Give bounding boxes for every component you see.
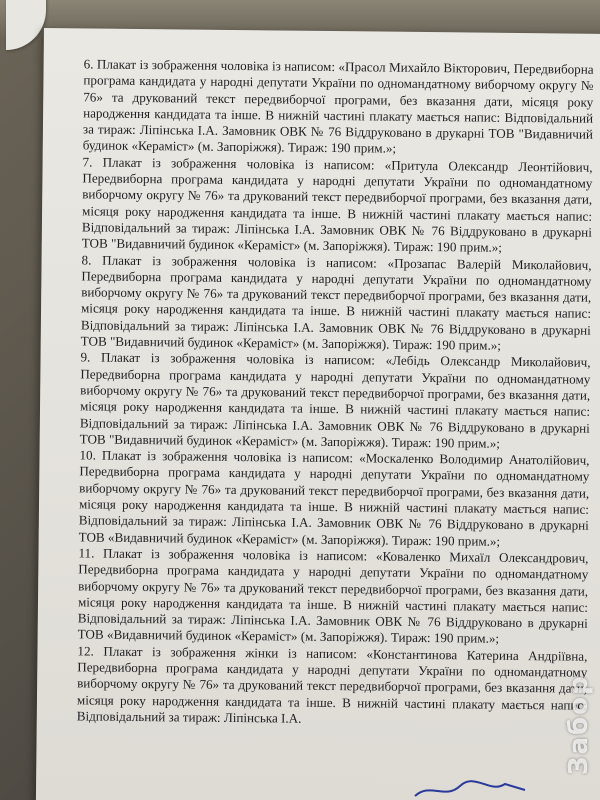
document-body xyxy=(77,56,594,729)
previous-page-corner xyxy=(6,0,46,50)
list-item-11: 11. Плакат із зображення чоловіка із написом: «Коваленко Михаїл Олександрович, Передвиборна програма кандидата у народні депутати України по одномандатному виборчому округу № 76» та друкований текст передвиборчої програми, без вказання дати, місяця року народження кандидата та інше. В нижній частині плакату мається напис: Відповідальний за тираж: Ліпінська І.А. Замовник ОВК № 76 Віддруковано в друкарні ТОВ «Видавничий будинок «Кераміст» (м. Запоріжжя). Тираж: 190 прим.»; xyxy=(77,545,589,647)
list-item-8: 8. Плакат із зображення чоловіка із написом: «Прозапас Валерій Миколайович, Передвиборна програма кандидата у народні депутати України по одномандатному виборчому округу № 76» та друкований текст передвиборчої програми, без вказання дати, місяця року народження кандидата та інше. В нижній частині плакату мається напис: Відповідальний за тираж: Ліпінська І.А. Замовник ОВК № 76 Віддруковано в друкарні ТОВ "Видавничий будинок «Кераміст» (м. Запоріжжя). Тираж: 190 прим.»; xyxy=(80,251,592,353)
document-page xyxy=(35,28,600,800)
site-watermark: Забор xyxy=(564,674,594,775)
list-item-7: 7. Плакат із зображення чоловіка із написом: «Притула Олександр Леонтійович, Передвиборна програма кандидата у народні депутати України по одномандатному виборчому округу № 76» та друкований текст передвиборчої програми, без вказання дати, місяця року народження кандидата та інше. В нижній частині плакату мається напис: Відповідальний за тираж: Ліпінська І.А. Замовник ОВК № 76 Віддруковано в друкарні ТОВ "Видавничий будинок «Кераміст» (м. Запоріжжя). Тираж: 190 прим.»; xyxy=(81,154,593,256)
list-item-9: 9. Плакат із зображення чоловіка із написом: «Лебідь Олександр Миколайович, Передвиборна програма кандидата у народні депутати України по одномандатному виборчому округу № 76» та друкований текст передвиборчої програми, без вказання дати, місяця року народження кандидата та інше. В нижній частині плакату мається напис: Відповідальний за тираж: Ліпінська І.А. Замовник ОВК № 76 Віддруковано в друкарні ТОВ "Видавничий будинок «Кераміст» (м. Запоріжжя). Тираж: 190 прим.»; xyxy=(79,349,591,451)
list-item-12: 12. Плакат із зображення жінки із написом: «Константинова Катерина Андріївна, Передвиборна програма кандидата у народні депутати України по одномандатному виборчому округу № 76» та друкований текст передвиборчої програми, без вказання дати, місяця року народження кандидата та інше. В нижній частині плакату мається напис: Відповідальний за тираж: Ліпінська І.А. xyxy=(76,643,588,726)
list-item-6: 6. Плакат із зображення чоловіка із написом: «Прасол Михайло Вікторович, Передвиборна програма кандидата у народні депутати України по одномандатному виборчому округу № 76» та друкований текст передвиборчої програми, без вказання дати, місяця року народження кандидата та інше. В нижній частині плакату мається напис: Відповідальний за тираж: Ліпінська І.А. Замовник ОВК № 76 Віддруковано в друкарні ТОВ "Видавничий будинок «Кераміст» (м. Запоріжжя). Тираж: 190 прим.»; xyxy=(82,56,594,157)
signature-mark xyxy=(410,772,530,800)
list-item-10: 10. Плакат із зображення чоловіка із написом: «Москаленко Володимир Анатолійович, Передвиборна програма кандидата у народні депутати України по одномандатному виборчому округу № 76» та друкований текст передвиборчої програми, без вказання дати, місяця року народження кандидата та інше. В нижній частині плакату мається напис: Відповідальний за тираж: Ліпінська І.А. Замовник ОВК № 76 Віддруковано в друкарні ТОВ «Видавничий будинок «Кераміст» (м. Запоріжжя). Тираж: 190 прим.»; xyxy=(78,447,590,549)
